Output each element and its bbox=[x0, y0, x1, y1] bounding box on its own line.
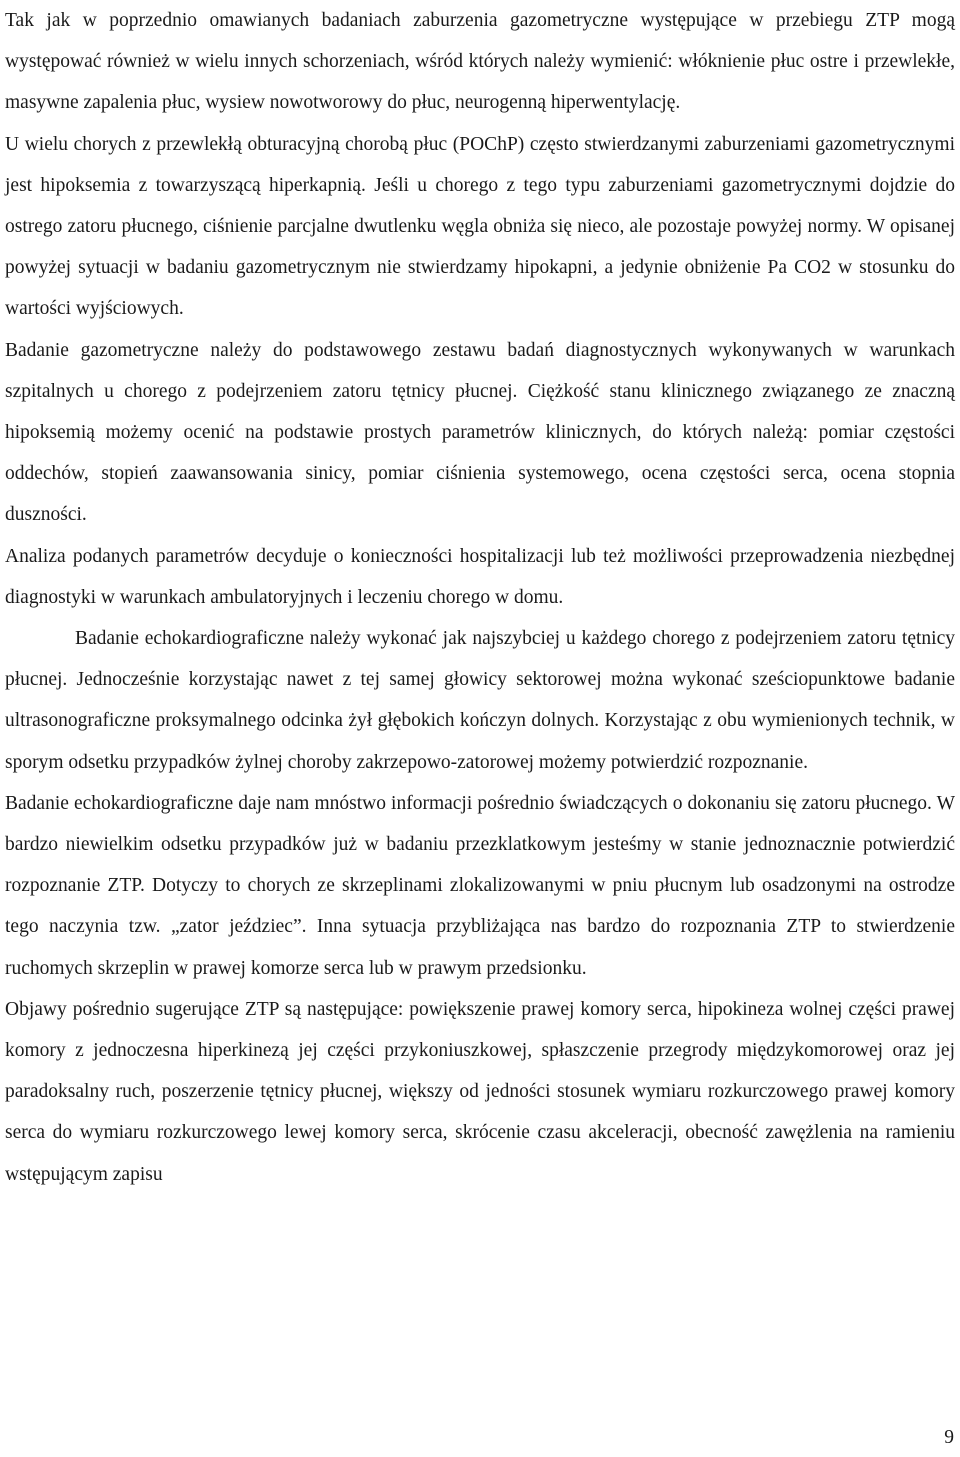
paragraph-6: Badanie echokardiograficzne daje nam mnóstwo informacji pośrednio świadczących o dokonaniu się zatoru płucnego. W bardzo niewielkim odsetku przypadków już w badaniu przezklatkowym jesteśmy w stanie jednoznacznie potwierdzić rozpoznanie ZTP. Dotyczy to chorych ze skrzeplinami zlokalizowanymi w pniu płucnym lub osadzonymi na ostrodze tego naczynia tzw. „zator jeździec”. Inna sytuacja przybliżająca nas bardzo do rozpoznania ZTP to stwierdzenie ruchomych skrzeplin w prawej komorze serca lub w prawym przedsionku. bbox=[5, 792, 955, 979]
paragraph-5: Badanie echokardiograficzne należy wykonać jak najszybciej u każdego chorego z podejrzeniem zatoru tętnicy płucnej. Jednocześnie korzystając nawet z tej samej głowicy sektorowej można wykonać sześciopunktowe badanie ultrasonograficzne proksymalnego odcinka żył głębokich kończyn dolnych. Korzystając z obu wymienionych technik, w sporym odsetku przypadków żylnej choroby zakrzepowo-zatorowej możemy potwierdzić rozpoznanie. bbox=[5, 628, 955, 773]
paragraph-4: Analiza podanych parametrów decyduje o konieczności hospitalizacji lub też możliwości przeprowadzenia niezbędnej diagnostyki w warunkach ambulatoryjnych i leczeniu chorego w domu. bbox=[5, 545, 955, 608]
paragraph-7: Objawy pośrednio sugerujące ZTP są następujące: powiększenie prawej komory serca, hipokineza wolnej części prawej komory z jednoczesna hiperkinezą jej części przykoniuszkowej, spłaszczenie przegrody międzykomorowej oraz jej paradoksalny ruch, poszerzenie tętnicy płucnej, większy od jedności stosunek wymiaru rozkurczowego prawej komory serca do wymiaru rozkurczowego lewej komory serca, skrócenie czasu akceleracji, obecność zawężlenia na ramieniu wstępującym zapisu bbox=[5, 998, 955, 1185]
paragraph-3: Badanie gazometryczne należy do podstawowego zestawu badań diagnostycznych wykonywanych w warunkach szpitalnych u chorego z podejrzeniem zatoru tętnicy płucnej. Ciężkość stanu klinicznego związanego ze znaczną hipoksemią możemy ocenić na podstawie prostych parametrów klinicznych, do których należą: pomiar częstości oddechów, stopień zaawansowania sinicy, pomiar ciśnienia systemowego, ocena częstości serca, ocena stopnia duszności. bbox=[5, 339, 955, 526]
paragraph-1: Tak jak w poprzednio omawianych badaniach zaburzenia gazometryczne występujące w przebiegu ZTP mogą występować również w wielu innych schorzeniach, wśród których należy wymienić: włóknienie płuc ostre i przewlekłe, masywne zapalenia płuc, wysiew nowotworowy do płuc, neurogenną hiperwentylację. bbox=[5, 10, 955, 114]
paragraph-2: U wielu chorych z przewlekłą obturacyjną chorobą płuc (POChP) często stwierdzanymi zaburzeniami gazometrycznymi jest hipoksemia z towarzyszącą hiperkapnią. Jeśli u chorego z tego typu zaburzeniami gazometrycznymi dojdzie do ostrego zatoru płucnego, ciśnienie parcjalne dwutlenku węgla obniża się nieco, ale pozostaje powyżej normy. W opisanej powyżej sytuacji w badaniu gazometrycznym nie stwierdzamy hipokapni, a jedynie obniżenie Pa CO2 w stosunku do wartości wyjściowych. bbox=[5, 133, 955, 320]
page-number: 9 bbox=[944, 1427, 954, 1448]
document-page bbox=[5, 0, 955, 1195]
